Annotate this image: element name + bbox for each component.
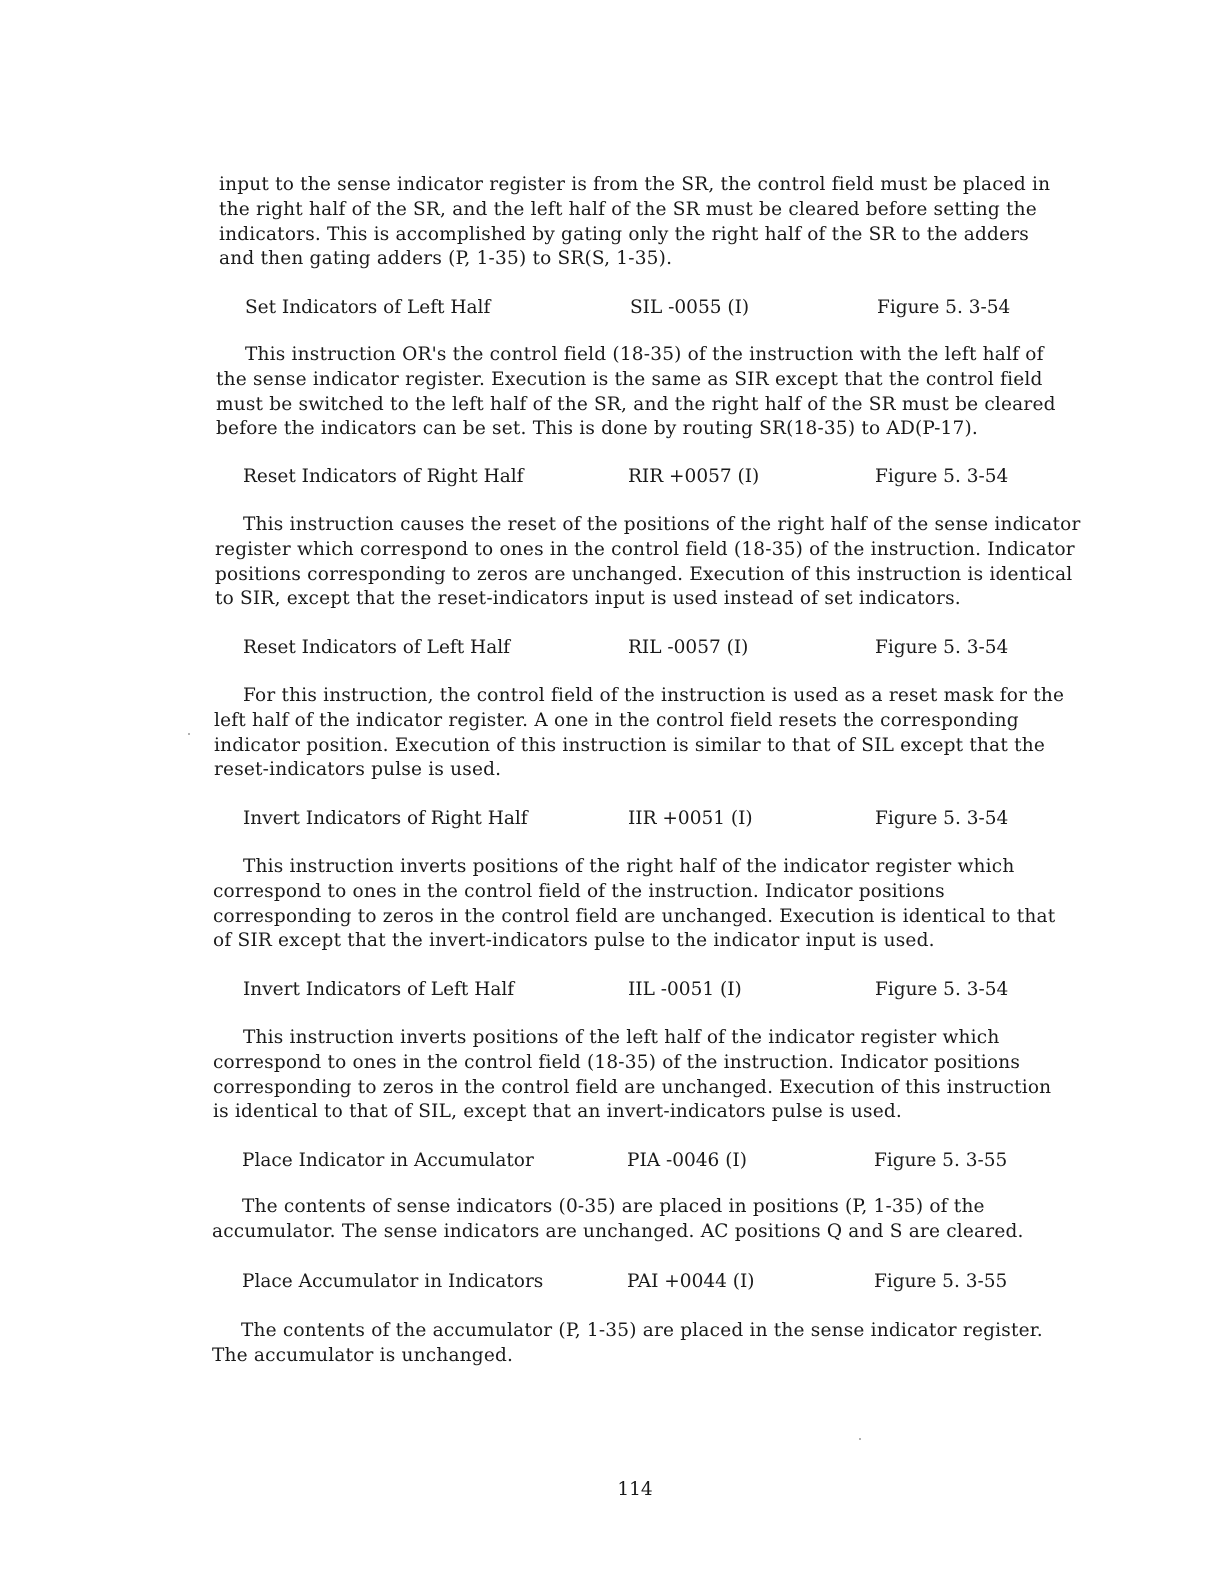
figure-reference: Figure 5. 3-54 (875, 979, 1009, 1000)
instruction-description: For this instruction, the control field of the instruction is used as a reset mask for the left half of the indicator register. A one in the control field resets the corresponding indicator position. Execution of this instruction is similar to that of SIL except that the reset-indicators pulse is used. (214, 685, 1065, 781)
instruction-description: This instruction inverts positions of the left half of the indicator register which correspond to ones in the control field (18-35) of the instruction. Indicator positions corresponding to zeros in the control field are unchanged. Execution of this instruction is identical to that of SIL, except that an invert-indicators pulse is used. (213, 1027, 1052, 1123)
figure-reference: Figure 5. 3-54 (875, 808, 1009, 829)
instruction-code: PIA -0046 (I) (627, 1150, 747, 1171)
instruction-code: RIR +0057 (I) (628, 466, 760, 487)
figure-reference: Figure 5. 3-54 (877, 297, 1011, 318)
instruction-description: The contents of the accumulator (P, 1-35) are placed in the sense indicator register. The accumulator is unchanged. (212, 1320, 1043, 1366)
figure-reference: Figure 5. 3-54 (875, 466, 1009, 487)
instruction-heading-pia (242, 1149, 1224, 1173)
instruction-heading-sil (245, 296, 1224, 320)
instruction-code: SIL -0055 (I) (630, 297, 750, 318)
instruction-title: Invert Indicators of Right Half (243, 808, 528, 829)
instruction-code: IIL -0051 (I) (628, 979, 742, 1000)
figure-reference: Figure 5. 3-55 (874, 1150, 1008, 1171)
instruction-title: Set Indicators of Left Half (245, 297, 491, 318)
scan-speck (188, 733, 190, 735)
instruction-heading-rir (243, 465, 1224, 489)
instruction-code: RIL -0057 (I) (628, 637, 749, 658)
instruction-heading-iil (243, 978, 1224, 1002)
scan-speck (859, 1438, 861, 1440)
page-number: 114 (617, 1479, 653, 1500)
instruction-title: Invert Indicators of Left Half (243, 979, 515, 1000)
instruction-code: IIR +0051 (I) (628, 808, 753, 829)
figure-reference: Figure 5. 3-55 (874, 1271, 1008, 1292)
instruction-heading-iir (243, 807, 1224, 831)
instruction-title: Reset Indicators of Right Half (243, 466, 524, 487)
figure-reference: Figure 5. 3-54 (875, 637, 1009, 658)
instruction-code: PAI +0044 (I) (627, 1271, 755, 1292)
instruction-title: Place Accumulator in Indicators (242, 1271, 544, 1292)
instruction-heading-ril (243, 636, 1224, 660)
instruction-heading-pai (242, 1270, 1224, 1294)
instruction-description: This instruction inverts positions of the right half of the indicator register which correspond to ones in the control field of the instruction. Indicator positions corresponding to zeros in the control field are unchanged. Execution is identical to that of SIR except that the invert-indicators pulse to the indicator input is used. (213, 856, 1056, 952)
instruction-description: This instruction causes the reset of the positions of the right half of the sense indicator register which correspond to ones in the control field (18-35) of the instruction. Indicator positions corresponding to zeros are unchanged. Execution of this instruction is identical to SIR, except that the reset-indicators input is used instead of set indicators. (215, 514, 1081, 610)
instruction-title: Place Indicator in Accumulator (242, 1150, 534, 1171)
intro-paragraph: input to the sense indicator register is from the SR, the control field must be placed in the right half of the SR, and the left half of the SR must be cleared before setting the indicators. This is accomplished by gating only the right half of the SR to the adders and then gating adders (P, 1-35) to SR(S, 1-35). (219, 174, 1051, 270)
instruction-title: Reset Indicators of Left Half (243, 637, 510, 658)
instruction-description: This instruction OR's the control field (18-35) of the instruction with the left half of the sense indicator register. Execution is the same as SIR except that the control field must be switched to the left half of the SR, and the right half of the SR must be cleared before the indicators can be set. This is done by routing SR(18-35) to AD(P-17). (216, 344, 1056, 440)
instruction-description: The contents of sense indicators (0-35) are placed in positions (P, 1-35) of the accumulator. The sense indicators are unchanged. AC positions Q and S are cleared. (212, 1196, 1024, 1242)
